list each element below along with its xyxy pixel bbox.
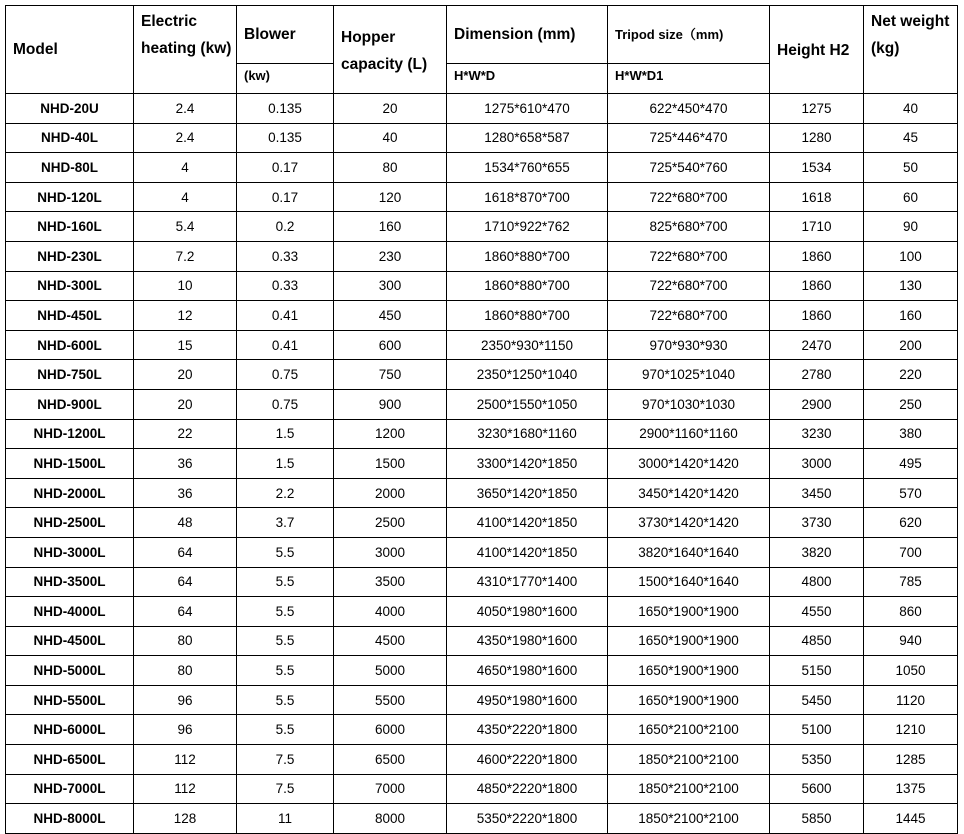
cell-dimension: 4600*2220*1800 [447,745,608,775]
cell-hopper-capacity: 450 [334,301,447,331]
cell-blower: 0.75 [237,389,334,419]
cell-blower: 2.2 [237,478,334,508]
cell-net-weight: 1285 [864,745,958,775]
cell-net-weight: 1375 [864,774,958,804]
cell-height: 3000 [770,449,864,479]
cell-electric-heating: 112 [134,774,237,804]
cell-model: NHD-3000L [6,537,134,567]
cell-tripod-size: 725*446*470 [608,123,770,153]
cell-hopper-capacity: 120 [334,182,447,212]
table-row [6,537,958,567]
cell-electric-heating: 4 [134,182,237,212]
cell-height: 1275 [770,94,864,124]
cell-hopper-capacity: 230 [334,241,447,271]
cell-dimension: 1710*922*762 [447,212,608,242]
cell-net-weight: 495 [864,449,958,479]
cell-dimension: 1860*880*700 [447,301,608,331]
cell-electric-heating: 2.4 [134,94,237,124]
cell-model: NHD-6500L [6,745,134,775]
table-row [6,389,958,419]
cell-model: NHD-300L [6,271,134,301]
table-row [6,804,958,834]
cell-blower: 5.5 [237,567,334,597]
cell-dimension: 5350*2220*1800 [447,804,608,834]
cell-net-weight: 1120 [864,685,958,715]
cell-blower: 0.33 [237,241,334,271]
cell-net-weight: 130 [864,271,958,301]
table-row [6,360,958,390]
cell-tripod-size: 3000*1420*1420 [608,449,770,479]
cell-dimension: 1275*610*470 [447,94,608,124]
cell-electric-heating: 64 [134,597,237,627]
table-row [6,94,958,124]
spec-table [5,5,958,834]
cell-hopper-capacity: 5000 [334,656,447,686]
cell-height: 1860 [770,241,864,271]
cell-blower: 0.75 [237,360,334,390]
table-row [6,774,958,804]
cell-dimension: 1860*880*700 [447,271,608,301]
cell-blower: 3.7 [237,508,334,538]
cell-blower: 0.2 [237,212,334,242]
cell-blower: 0.41 [237,301,334,331]
cell-tripod-size: 722*680*700 [608,182,770,212]
header-hopper-capacity: Hopper capacity (L) [334,6,447,94]
cell-dimension: 4850*2220*1800 [447,774,608,804]
header-tripod-size: Tripod size（mm) [608,6,770,64]
cell-electric-heating: 22 [134,419,237,449]
cell-dimension: 4050*1980*1600 [447,597,608,627]
table-row [6,745,958,775]
cell-blower: 5.5 [237,656,334,686]
cell-electric-heating: 128 [134,804,237,834]
table-row [6,419,958,449]
cell-electric-heating: 64 [134,567,237,597]
cell-hopper-capacity: 900 [334,389,447,419]
cell-blower: 5.5 [237,537,334,567]
cell-model: NHD-600L [6,330,134,360]
header-dimension-sub: H*W*D [447,64,608,94]
table-body [6,94,958,834]
cell-dimension: 3230*1680*1160 [447,419,608,449]
cell-tripod-size: 1500*1640*1640 [608,567,770,597]
cell-tripod-size: 1650*1900*1900 [608,597,770,627]
cell-net-weight: 50 [864,153,958,183]
cell-model: NHD-1500L [6,449,134,479]
table-row [6,685,958,715]
cell-net-weight: 1050 [864,656,958,686]
cell-model: NHD-4000L [6,597,134,627]
cell-tripod-size: 2900*1160*1160 [608,419,770,449]
cell-blower: 0.135 [237,94,334,124]
cell-height: 3230 [770,419,864,449]
table-row [6,449,958,479]
cell-model: NHD-2500L [6,508,134,538]
cell-blower: 11 [237,804,334,834]
cell-model: NHD-230L [6,241,134,271]
cell-hopper-capacity: 80 [334,153,447,183]
cell-net-weight: 45 [864,123,958,153]
cell-dimension: 2350*930*1150 [447,330,608,360]
cell-hopper-capacity: 20 [334,94,447,124]
cell-model: NHD-5500L [6,685,134,715]
cell-dimension: 2500*1550*1050 [447,389,608,419]
cell-height: 3820 [770,537,864,567]
cell-blower: 0.17 [237,153,334,183]
cell-model: NHD-4500L [6,626,134,656]
cell-height: 2900 [770,389,864,419]
cell-model: NHD-5000L [6,656,134,686]
cell-blower: 1.5 [237,419,334,449]
table-row [6,123,958,153]
cell-hopper-capacity: 1200 [334,419,447,449]
cell-electric-heating: 36 [134,449,237,479]
cell-dimension: 4650*1980*1600 [447,656,608,686]
cell-tripod-size: 3730*1420*1420 [608,508,770,538]
cell-tripod-size: 1650*2100*2100 [608,715,770,745]
cell-tripod-size: 970*1025*1040 [608,360,770,390]
cell-hopper-capacity: 5500 [334,685,447,715]
cell-model: NHD-2000L [6,478,134,508]
cell-electric-heating: 20 [134,389,237,419]
cell-net-weight: 160 [864,301,958,331]
cell-dimension: 3650*1420*1850 [447,478,608,508]
header-blower: Blower [237,6,334,64]
cell-blower: 0.33 [237,271,334,301]
cell-model: NHD-160L [6,212,134,242]
cell-tripod-size: 722*680*700 [608,271,770,301]
cell-hopper-capacity: 2500 [334,508,447,538]
cell-height: 3450 [770,478,864,508]
table-row [6,330,958,360]
cell-dimension: 2350*1250*1040 [447,360,608,390]
cell-hopper-capacity: 1500 [334,449,447,479]
cell-net-weight: 60 [864,182,958,212]
cell-blower: 0.41 [237,330,334,360]
table-row [6,212,958,242]
cell-tripod-size: 722*680*700 [608,301,770,331]
header-tripod-sub: H*W*D1 [608,64,770,94]
cell-blower: 5.5 [237,685,334,715]
cell-electric-heating: 12 [134,301,237,331]
cell-model: NHD-20U [6,94,134,124]
cell-hopper-capacity: 3500 [334,567,447,597]
cell-hopper-capacity: 600 [334,330,447,360]
cell-electric-heating: 80 [134,656,237,686]
header-model: Model [6,6,134,94]
cell-tripod-size: 825*680*700 [608,212,770,242]
cell-tripod-size: 1650*1900*1900 [608,626,770,656]
cell-height: 4550 [770,597,864,627]
cell-net-weight: 250 [864,389,958,419]
cell-height: 2470 [770,330,864,360]
cell-dimension: 3300*1420*1850 [447,449,608,479]
cell-height: 3730 [770,508,864,538]
cell-tripod-size: 1850*2100*2100 [608,774,770,804]
cell-net-weight: 40 [864,94,958,124]
cell-tripod-size: 970*1030*1030 [608,389,770,419]
cell-tripod-size: 1650*1900*1900 [608,656,770,686]
cell-model: NHD-6000L [6,715,134,745]
cell-model: NHD-7000L [6,774,134,804]
cell-net-weight: 620 [864,508,958,538]
cell-electric-heating: 96 [134,685,237,715]
table-row [6,715,958,745]
cell-height: 5450 [770,685,864,715]
cell-blower: 0.17 [237,182,334,212]
cell-blower: 7.5 [237,745,334,775]
table-row [6,567,958,597]
cell-electric-heating: 5.4 [134,212,237,242]
cell-height: 5100 [770,715,864,745]
cell-tripod-size: 1850*2100*2100 [608,745,770,775]
cell-blower: 0.135 [237,123,334,153]
cell-hopper-capacity: 8000 [334,804,447,834]
cell-dimension: 1860*880*700 [447,241,608,271]
cell-dimension: 1534*760*655 [447,153,608,183]
cell-height: 5350 [770,745,864,775]
cell-electric-heating: 36 [134,478,237,508]
cell-tripod-size: 970*930*930 [608,330,770,360]
cell-electric-heating: 64 [134,537,237,567]
cell-dimension: 4100*1420*1850 [447,537,608,567]
cell-net-weight: 1445 [864,804,958,834]
table-row [6,271,958,301]
cell-hopper-capacity: 4000 [334,597,447,627]
cell-dimension: 4350*2220*1800 [447,715,608,745]
table-row [6,656,958,686]
cell-height: 1618 [770,182,864,212]
cell-height: 4800 [770,567,864,597]
cell-model: NHD-1200L [6,419,134,449]
cell-net-weight: 220 [864,360,958,390]
cell-electric-heating: 10 [134,271,237,301]
cell-height: 1710 [770,212,864,242]
cell-tripod-size: 1650*1900*1900 [608,685,770,715]
cell-hopper-capacity: 7000 [334,774,447,804]
cell-net-weight: 860 [864,597,958,627]
cell-height: 5150 [770,656,864,686]
cell-dimension: 4100*1420*1850 [447,508,608,538]
cell-net-weight: 380 [864,419,958,449]
header-blower-unit: (kw) [237,64,334,94]
table-row [6,301,958,331]
cell-tripod-size: 725*540*760 [608,153,770,183]
cell-net-weight: 1210 [864,715,958,745]
cell-blower: 5.5 [237,715,334,745]
cell-net-weight: 200 [864,330,958,360]
table-header [6,6,958,94]
cell-model: NHD-3500L [6,567,134,597]
cell-net-weight: 940 [864,626,958,656]
cell-electric-heating: 112 [134,745,237,775]
cell-net-weight: 785 [864,567,958,597]
table-row [6,597,958,627]
cell-hopper-capacity: 6500 [334,745,447,775]
cell-blower: 5.5 [237,626,334,656]
cell-hopper-capacity: 4500 [334,626,447,656]
cell-electric-heating: 4 [134,153,237,183]
table-row [6,508,958,538]
cell-tripod-size: 1850*2100*2100 [608,804,770,834]
cell-electric-heating: 80 [134,626,237,656]
cell-model: NHD-40L [6,123,134,153]
cell-model: NHD-80L [6,153,134,183]
cell-tripod-size: 3820*1640*1640 [608,537,770,567]
cell-hopper-capacity: 6000 [334,715,447,745]
cell-height: 1280 [770,123,864,153]
cell-height: 5600 [770,774,864,804]
cell-height: 4850 [770,626,864,656]
cell-tripod-size: 3450*1420*1420 [608,478,770,508]
cell-height: 1860 [770,301,864,331]
cell-electric-heating: 15 [134,330,237,360]
header-electric-heating: Electric heating (kw) [134,6,237,94]
header-height: Height H2 [770,6,864,94]
cell-electric-heating: 7.2 [134,241,237,271]
header-dimension: Dimension (mm) [447,6,608,64]
cell-blower: 7.5 [237,774,334,804]
cell-dimension: 1280*658*587 [447,123,608,153]
cell-model: NHD-900L [6,389,134,419]
cell-height: 2780 [770,360,864,390]
cell-electric-heating: 48 [134,508,237,538]
cell-dimension: 4310*1770*1400 [447,567,608,597]
cell-tripod-size: 622*450*470 [608,94,770,124]
cell-electric-heating: 2.4 [134,123,237,153]
cell-hopper-capacity: 2000 [334,478,447,508]
cell-height: 1860 [770,271,864,301]
cell-hopper-capacity: 750 [334,360,447,390]
cell-model: NHD-120L [6,182,134,212]
cell-height: 5850 [770,804,864,834]
cell-model: NHD-450L [6,301,134,331]
cell-dimension: 4350*1980*1600 [447,626,608,656]
table-row [6,182,958,212]
cell-dimension: 4950*1980*1600 [447,685,608,715]
table-row [6,478,958,508]
header-net-weight: Net weight (kg) [864,6,958,94]
cell-tripod-size: 722*680*700 [608,241,770,271]
cell-net-weight: 100 [864,241,958,271]
cell-blower: 1.5 [237,449,334,479]
cell-electric-heating: 20 [134,360,237,390]
table-row [6,241,958,271]
cell-model: NHD-8000L [6,804,134,834]
cell-hopper-capacity: 40 [334,123,447,153]
cell-net-weight: 90 [864,212,958,242]
table-row [6,153,958,183]
cell-electric-heating: 96 [134,715,237,745]
cell-dimension: 1618*870*700 [447,182,608,212]
cell-blower: 5.5 [237,597,334,627]
cell-net-weight: 570 [864,478,958,508]
cell-model: NHD-750L [6,360,134,390]
cell-hopper-capacity: 300 [334,271,447,301]
cell-height: 1534 [770,153,864,183]
cell-net-weight: 700 [864,537,958,567]
table-row [6,626,958,656]
cell-hopper-capacity: 160 [334,212,447,242]
cell-hopper-capacity: 3000 [334,537,447,567]
